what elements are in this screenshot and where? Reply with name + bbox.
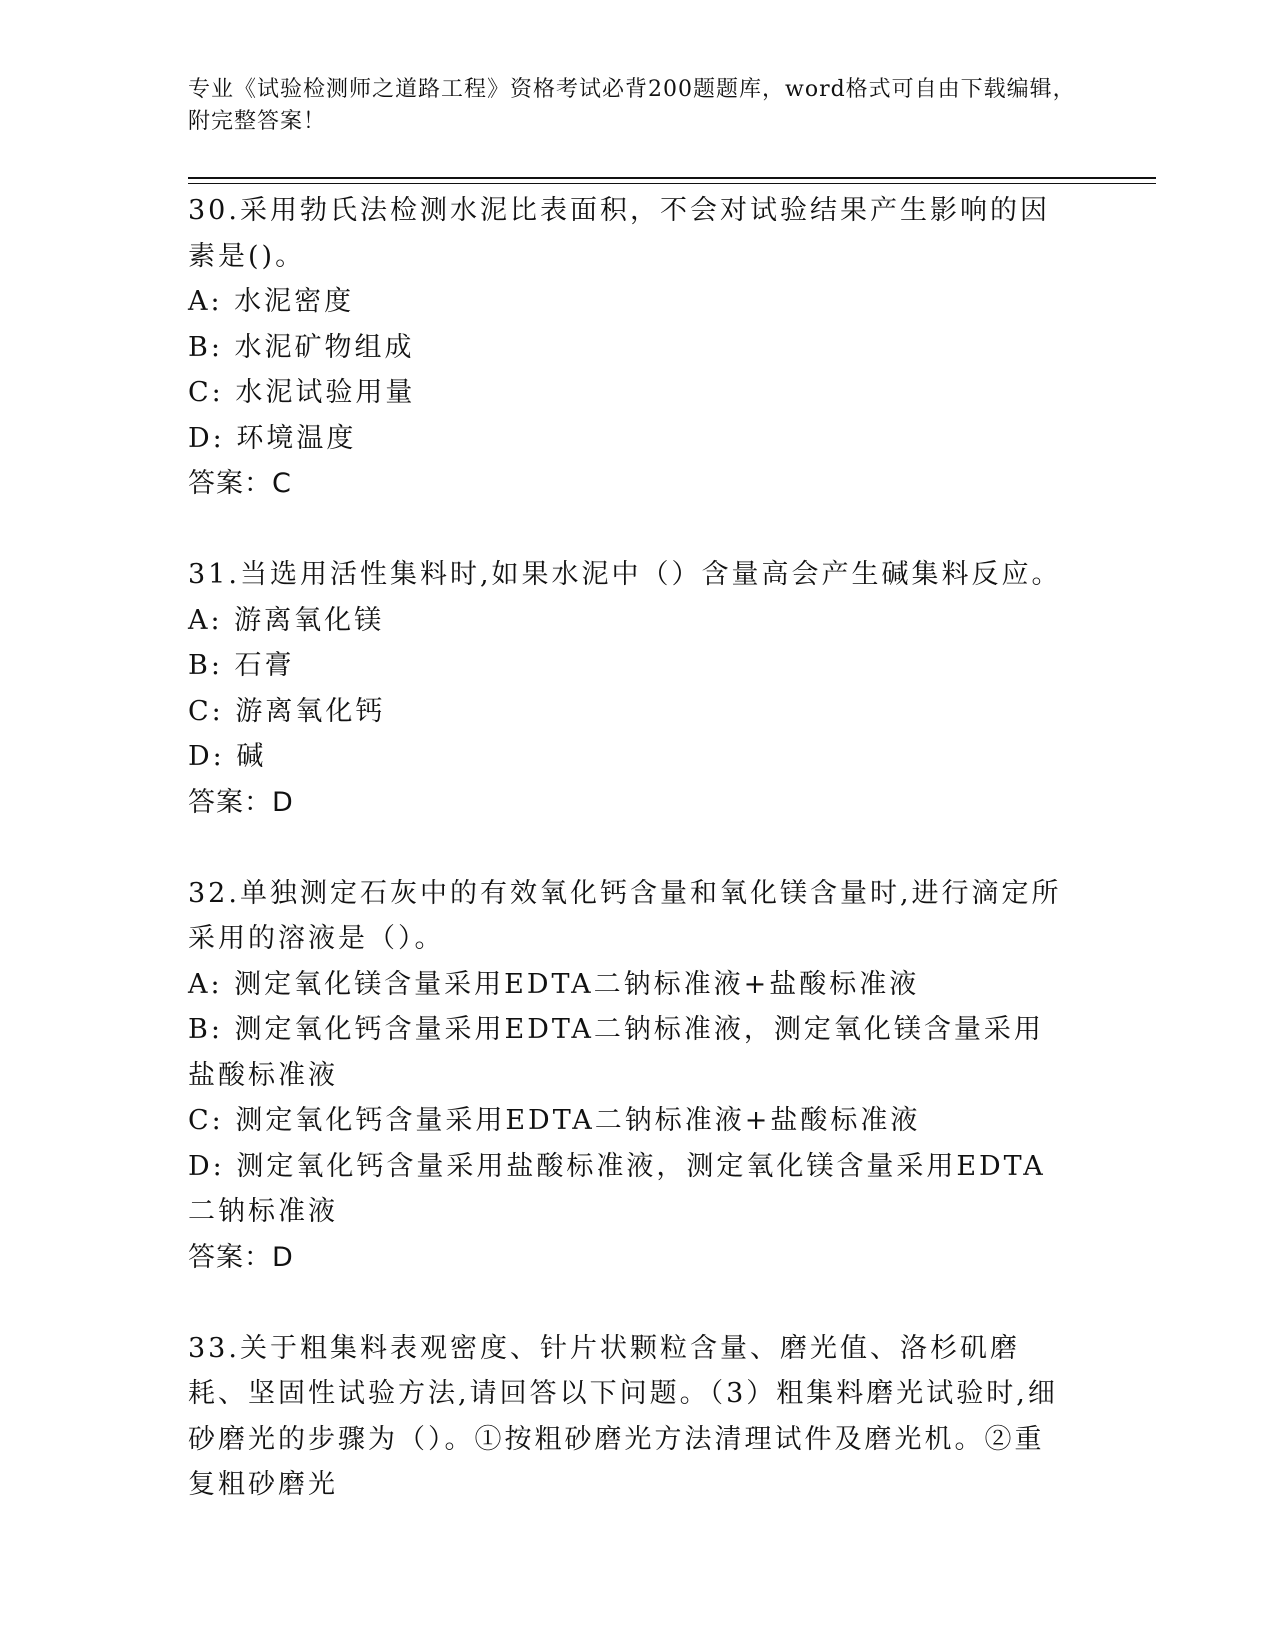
option-c: C: 水泥试验用量 [188, 377, 416, 408]
question-spacer [188, 507, 1068, 553]
option-b: B: 水泥矿物组成 [188, 331, 415, 363]
question-30 [188, 188, 1068, 507]
option-d: D: 测定氧化钙含量采用盐酸标准液，测定氧化镁含量采用EDTA二钠标准液 [188, 1150, 1046, 1227]
question-list [188, 188, 1068, 1508]
question-32 [188, 871, 1068, 1281]
question-spacer [188, 1280, 1068, 1326]
question-31 [188, 552, 1068, 825]
answer-line: 答案：D [188, 1241, 294, 1273]
question-stem: 31.当选用活性集料时,如果水泥中（）含量高会产生碱集料反应。 [188, 559, 1062, 590]
option-d: D: 碱 [188, 741, 267, 772]
option-a: A: 测定氧化镁含量采用EDTA二钠标准液+盐酸标准液 [188, 968, 920, 1000]
option-d: D: 环境温度 [188, 422, 357, 454]
question-spacer [188, 825, 1068, 871]
option-c: C: 测定氧化钙含量采用EDTA二钠标准液+盐酸标准液 [188, 1105, 921, 1136]
question-stem: 33.关于粗集料表观密度、针片状颗粒含量、磨光值、洛杉矶磨耗、坚固性试验方法,请回答以下问题。（3）粗集料磨光试验时,细砂磨光的步骤为（）。①按粗砂磨光方法清理试件及磨光机。②重复粗砂磨光 [188, 1332, 1058, 1500]
document-header: 专业《试验检测师之道路工程》资格考试必背200题题库，word格式可自由下载编辑，附完整答案！ [188, 77, 1076, 134]
option-b: B: 测定氧化钙含量采用EDTA二钠标准液，测定氧化镁含量采用盐酸标准液 [188, 1014, 1044, 1091]
question-33 [188, 1326, 1068, 1508]
answer-line: 答案：C [188, 468, 292, 499]
option-b: B: 石膏 [188, 650, 295, 681]
option-c: C: 游离氧化钙 [188, 695, 386, 727]
question-stem: 32.单独测定石灰中的有效氧化钙含量和氧化镁含量时,进行滴定所采用的溶液是（）。 [188, 877, 1062, 954]
answer-line: 答案：D [188, 786, 294, 818]
option-a: A: 游离氧化镁 [188, 604, 385, 636]
header-divider-thin [188, 183, 1156, 184]
question-stem: 30.采用勃氏法检测水泥比表面积，不会对试验结果产生影响的因素是()。 [188, 195, 1050, 272]
header-divider-thick [188, 177, 1156, 179]
option-a: A: 水泥密度 [188, 286, 355, 317]
